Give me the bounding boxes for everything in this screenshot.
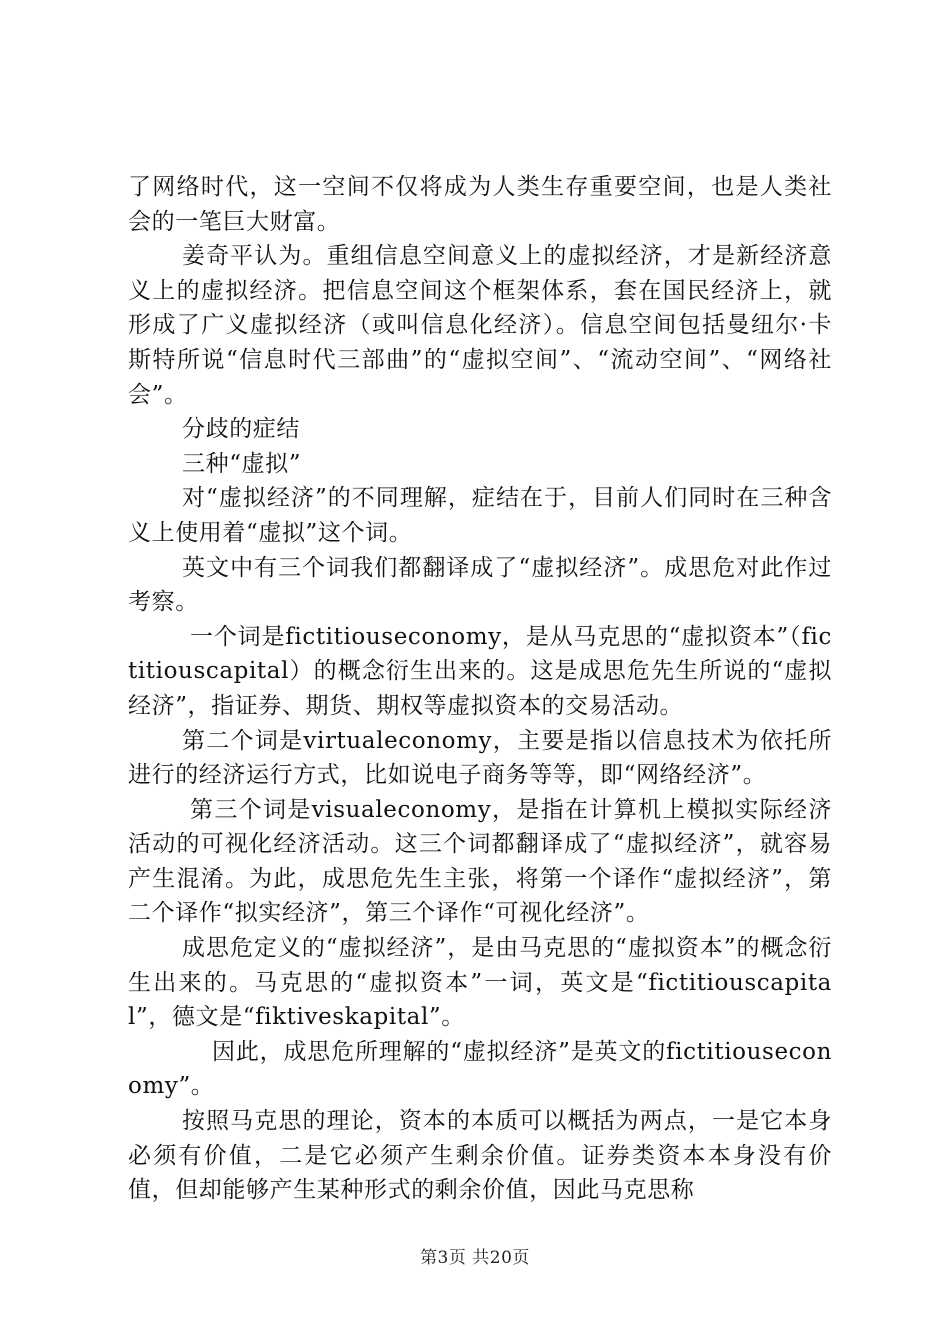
paragraph-marx-theory: 按照马克思的理论，资本的本质可以概括为两点，一是它本身必须有价值，二是它必须产生剩余价值。证券类资本本身没有价值，但却能够产生某种形式的剩余价值，因此马克思称 bbox=[128, 1108, 832, 1204]
paragraph-crux: 对“虚拟经济”的不同理解，症结在于，目前人们同时在三种含义上使用着“虚拟”这个词。 bbox=[128, 485, 832, 546]
paragraph-virtual-economy: 第二个词是virtualeconomy，主要是指以信息技术为依托所进行的经济运行方式，比如说电子商务等等，即“网络经济”。 bbox=[128, 727, 832, 789]
paragraph-definition: 成思危定义的“虚拟经济”，是由马克思的“虚拟资本”的概念衍生出来的。马克思的“虚拟资本”一词，英文是“fictitiouscapital”，德文是“fiktiveskapital”。 bbox=[128, 935, 832, 1031]
paragraph-visual-economy: 第三个词是visualeconomy，是指在计算机上模拟实际经济活动的可视化经济活动。这三个词都翻译成了“虚拟经济”，就容易产生混淆。为此，成思危先生主张，将第一个译作“虚拟经济”，第二个译作“拟实经济”，第三个译作“可视化经济”。 bbox=[128, 796, 832, 927]
document-body bbox=[128, 170, 832, 1208]
paragraph-continuation: 了网络时代，这一空间不仅将成为人类生存重要空间，也是人类社会的一笔巨大财富。 bbox=[128, 174, 832, 235]
paragraph-fictitious-economy: 一个词是fictitiouseconomy，是从马克思的“虚拟资本”（fictitiouscapital）的概念衍生出来的。这是成思危先生所说的“虚拟经济”，指证券、期货、期权等虚拟资本的交易活动。 bbox=[128, 623, 832, 719]
paragraph-therefore: 因此，成思危所理解的“虚拟经济”是英文的fictitiouseconomy”。 bbox=[128, 1038, 832, 1100]
section-heading-three-virtual: 三种“虚拟” bbox=[182, 450, 302, 477]
section-heading-divergence: 分歧的症结 bbox=[182, 416, 300, 443]
paragraph-jiang-qiping: 姜奇平认为。重组信息空间意义上的虚拟经济，才是新经济意义上的虚拟经济。把信息空间这个框架体系，套在国民经济上，就形成了广义虚拟经济（或叫信息化经济）。信息空间包括曼纽尔·卡斯特所说“信息时代三部曲”的“虚拟空间”、“流动空间”、“网络社会”。 bbox=[128, 243, 832, 408]
page-number-footer: 第3页 共20页 bbox=[420, 1248, 530, 1268]
paragraph-three-words: 英文中有三个词我们都翻译成了“虚拟经济”。成思危对此作过考察。 bbox=[128, 554, 832, 616]
